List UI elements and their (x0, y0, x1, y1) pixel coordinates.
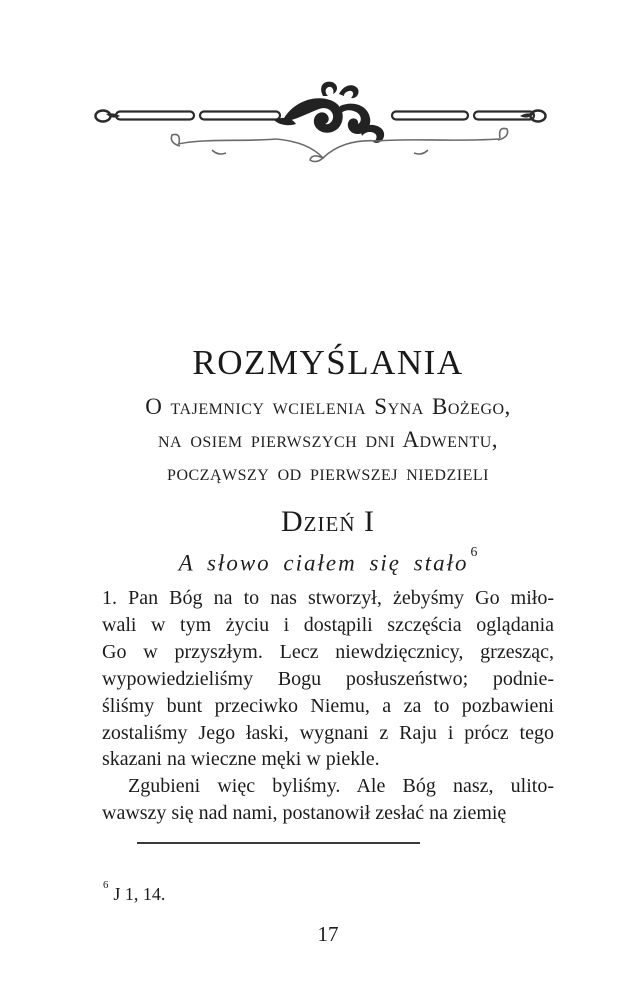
body-line: skazani na wieczne męki w piekle. (102, 748, 380, 771)
footnote (103, 878, 555, 906)
subtitle-line-3: począwszy od pierwszej niedzieli (167, 460, 489, 485)
footnote-rule (137, 842, 420, 844)
body-line: wawszy się nad nami, postanowił zesłać na ziemię (102, 802, 507, 825)
subtitle-line-1: O tajemnicy wcielenia Syna Bożego, (145, 394, 511, 419)
body-text (102, 585, 554, 827)
subtitle-block (102, 390, 554, 489)
footnote-text: J 1, 14. (113, 884, 166, 904)
subtitle-line-2: na osiem pierwszych dni Adwentu, (157, 427, 499, 452)
section-heading: Dzień I (281, 505, 375, 538)
body-line: Zgubieni więc byliśmy. Ale Bóg nasz, ulito- (128, 775, 554, 798)
body-line: 1. Pan Bóg na to nas stworzył, żebyśmy Go miło- (102, 587, 554, 609)
body-line: śliśmy bunt przeciwko Niemu, a za to pozbawieni (102, 694, 554, 717)
footnote-reference-marker: 6 (470, 543, 478, 559)
epigraph (102, 543, 554, 579)
body-line: Go w przyszłym. Lecz niewdzięcznicy, grzesząc, (102, 640, 554, 663)
epigraph-text: A słowo ciałem się stało (178, 550, 469, 576)
body-line: zostaliśmy Jego łaski, wygnani z Raju i prócz tego (102, 721, 554, 744)
body-line: wali w tym życiu i dostąpili szczęścia oglądania (102, 613, 554, 636)
page-number: 17 (317, 922, 339, 946)
page-title: ROZMYŚLANIA (192, 343, 464, 382)
footnote-marker: 6 (103, 879, 109, 892)
flourish-graphic (92, 80, 547, 168)
body-line: wypowiedzieliśmy Bogu posłuszeństwo; podnie- (102, 667, 554, 690)
ornamental-divider (92, 80, 547, 168)
